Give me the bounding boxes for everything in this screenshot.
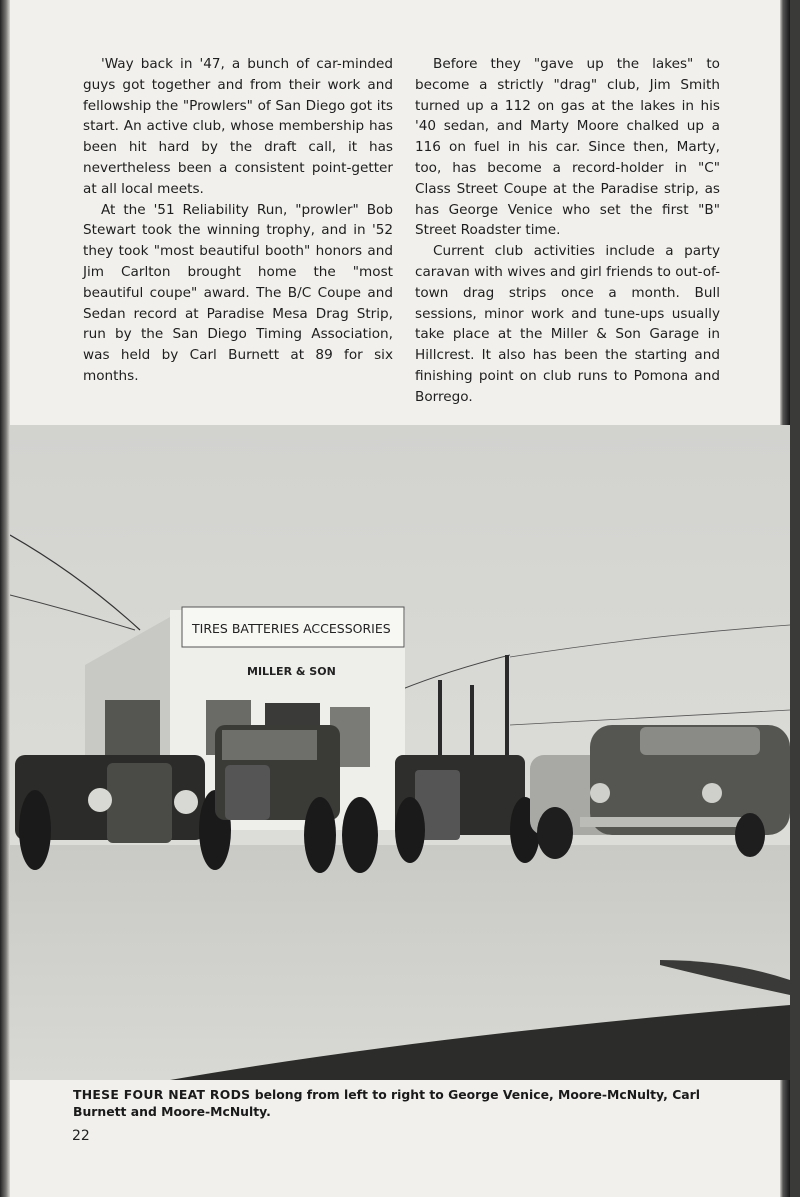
paragraph: Current club activities include a party caravan with wives and girl friends to out-of-town drag strips once a month. Bull sessions, minor work and tune-ups usually take place at the Miller & Son Garage in Hillcrest. It also has been the starting and finishing point on club runs to Pomona and Borrego.: [415, 243, 720, 405]
text-column-left: [83, 54, 393, 387]
caption-text: belong from left to right to George Venice, Moore-McNulty, Carl Burnett and Moore-McNulty.: [73, 1087, 701, 1119]
paragraph: Before they "gave up the lakes" to become a strictly "drag" club, Jim Smith turned up a 112 on gas at the lakes in his '40 sedan, and Marty Moore chalked up a 116 on fuel in his car. Since then, Marty, too, has become a record-holder in "C" Class Street Coupe at the Paradise strip, as has George Venice who set the first "B" Street Roadster time.: [415, 56, 720, 239]
binding-gutter: [0, 0, 10, 1197]
sign-name: MILLER & SON: [247, 665, 336, 678]
sign-top: TIRES BATTERIES ACCESSORIES: [192, 621, 391, 636]
photo-caption: [73, 1086, 753, 1120]
caption-lead: THESE FOUR NEAT RODS: [73, 1087, 251, 1102]
page-number: 22: [72, 1128, 90, 1144]
text-column-right: [415, 54, 720, 408]
paragraph: 'Way back in '47, a bunch of car-minded guys got together and from their work and fellowship the "Prowlers" of San Diego got its start. An active club, whose membership has been hit hard by the draft call, it has nevertheless been a consistent point-getter at all local meets.: [83, 56, 393, 197]
paragraph: At the '51 Reliability Run, "prowler" Bob Stewart took the winning trophy, and in '52 they took "most beautiful booth" honors and Jim Carlton brought home the "most beautiful coupe" award. The B/C Coupe and Sedan record at Paradise Mesa Drag Strip, run by the San Diego Timing Association, was held by Carl Burnett at 89 for six months.: [83, 201, 393, 384]
garage-photo: [10, 425, 790, 1080]
magazine-page: [10, 0, 790, 1197]
